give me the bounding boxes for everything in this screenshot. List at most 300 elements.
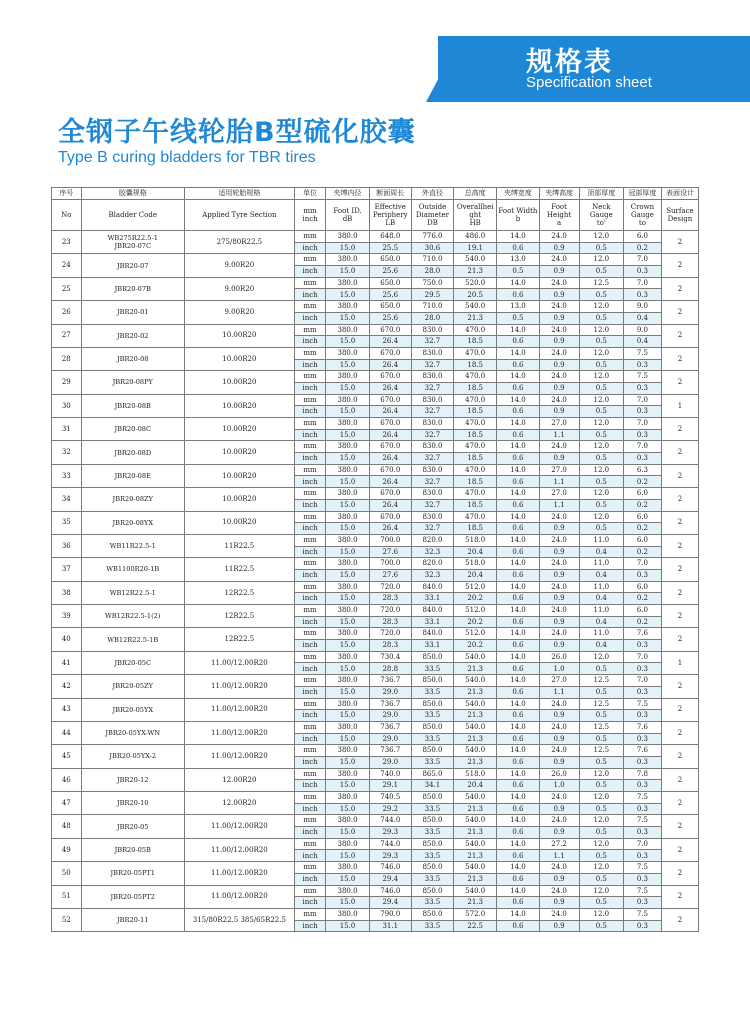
value-cell: 380.0 [326,792,369,804]
unit-cell: inch [294,827,326,839]
value-cell: 15.0 [326,336,369,348]
unit-cell: mm [294,698,326,710]
value-cell: 14.0 [497,675,539,687]
value-cell: 29.1 [369,780,411,792]
value-cell: 33.5 [411,686,453,698]
bladder-code: JBR20-05C [81,651,184,674]
unit-cell: inch [294,429,326,441]
table-row-mm [52,324,699,336]
unit-cell: mm [294,511,326,523]
value-cell: 0.9 [539,569,579,581]
value-cell: 0.3 [623,920,661,932]
surface-design: 2 [661,418,698,441]
surface-design: 2 [661,605,698,628]
value-cell: 15.0 [326,593,369,605]
unit-cell: mm [294,231,326,243]
header-title-en: Specification sheet [526,74,652,91]
applied-tyre: 9.00R20 [184,301,294,324]
applied-tyre: 11.00/12.00R20 [184,815,294,838]
value-cell: 380.0 [326,301,369,313]
value-cell: 736.7 [369,721,411,733]
value-cell: 14.0 [497,745,539,757]
table-row-mm [52,628,699,640]
value-cell: 14.0 [497,792,539,804]
table-row-mm [52,277,699,289]
applied-tyre: 11.00/12.00R20 [184,651,294,674]
value-cell: 0.2 [623,499,661,511]
applied-tyre: 9.00R20 [184,277,294,300]
value-cell: 650.0 [369,277,411,289]
row-number: 34 [52,488,82,511]
spec-table-wrapper [51,187,699,932]
unit-cell: mm [294,745,326,757]
surface-design: 2 [661,558,698,581]
unit-cell: mm [294,464,326,476]
value-cell: 7.0 [623,838,661,850]
value-cell: 648.0 [369,231,411,243]
surface-design: 2 [661,464,698,487]
value-cell: 20.2 [454,593,497,605]
surface-design: 1 [661,651,698,674]
value-cell: 380.0 [326,908,369,920]
value-cell: 14.0 [497,908,539,920]
value-cell: 0.2 [623,546,661,558]
unit-cell: inch [294,803,326,815]
value-cell: 740.0 [369,768,411,780]
value-cell: 380.0 [326,721,369,733]
value-cell: 24.0 [539,605,579,617]
value-cell: 15.0 [326,920,369,932]
column-header-en: Applied Tyre Section [184,200,294,231]
unit-cell: mm [294,815,326,827]
value-cell: 0.3 [623,873,661,885]
value-cell: 27.0 [539,464,579,476]
applied-tyre: 11R22.5 [184,558,294,581]
table-row-mm [52,675,699,687]
row-number: 42 [52,675,82,698]
value-cell: 380.0 [326,441,369,453]
column-header-cn: 冠部厚度 [623,188,661,200]
value-cell: 12.0 [579,464,623,476]
value-cell: 7.0 [623,558,661,570]
applied-tyre: 11R22.5 [184,534,294,557]
value-cell: 14.0 [497,394,539,406]
value-cell: 31.1 [369,920,411,932]
value-cell: 0.9 [539,289,579,301]
value-cell: 14.0 [497,277,539,289]
table-row-mm [52,441,699,453]
value-cell: 0.5 [579,499,623,511]
value-cell: 7.0 [623,675,661,687]
value-cell: 0.3 [623,850,661,862]
value-cell: 33.5 [411,827,453,839]
value-cell: 7.5 [623,371,661,383]
value-cell: 6.0 [623,534,661,546]
value-cell: 32.7 [411,499,453,511]
unit-cell: inch [294,359,326,371]
value-cell: 380.0 [326,511,369,523]
row-number: 40 [52,628,82,651]
applied-tyre: 12R22.5 [184,628,294,651]
value-cell: 0.5 [579,756,623,768]
value-cell: 25.6 [369,289,411,301]
column-header-cn: 外直径 [411,188,453,200]
value-cell: 830.0 [411,324,453,336]
value-cell: 14.0 [497,324,539,336]
value-cell: 670.0 [369,324,411,336]
table-row-mm [52,862,699,874]
value-cell: 0.9 [539,593,579,605]
table-row-mm [52,254,699,266]
value-cell: 0.6 [497,593,539,605]
value-cell: 12.5 [579,721,623,733]
unit-cell: inch [294,546,326,558]
applied-tyre: 12R22.5 [184,581,294,604]
value-cell: 29.0 [369,710,411,722]
value-cell: 29.5 [411,289,453,301]
value-cell: 540.0 [454,721,497,733]
value-cell: 18.5 [454,523,497,535]
value-cell: 32.7 [411,406,453,418]
surface-design: 2 [661,815,698,838]
value-cell: 12.5 [579,745,623,757]
table-body [52,231,699,932]
applied-tyre: 10.00R20 [184,371,294,394]
value-cell: 14.0 [497,605,539,617]
value-cell: 28.3 [369,593,411,605]
value-cell: 32.7 [411,453,453,465]
value-cell: 540.0 [454,745,497,757]
row-number: 31 [52,418,82,441]
value-cell: 0.9 [539,382,579,394]
unit-cell: mm [294,605,326,617]
value-cell: 15.0 [326,640,369,652]
value-cell: 33.1 [411,640,453,652]
unit-cell: mm [294,862,326,874]
value-cell: 720.0 [369,628,411,640]
value-cell: 14.0 [497,347,539,359]
value-cell: 380.0 [326,558,369,570]
column-header-cn: 夹缚内径 [326,188,369,200]
bladder-code: WB12R22.5-1(2) [81,605,184,628]
value-cell: 0.6 [497,359,539,371]
value-cell: 0.5 [579,406,623,418]
value-cell: 380.0 [326,371,369,383]
column-header-en: Foot ID. dB [326,200,369,231]
unit-cell: mm [294,277,326,289]
value-cell: 29.3 [369,850,411,862]
value-cell: 14.0 [497,231,539,243]
value-cell: 14.0 [497,838,539,850]
table-row-mm [52,792,699,804]
value-cell: 24.0 [539,862,579,874]
bladder-code: JBR20-05PT1 [81,862,184,885]
value-cell: 1.1 [539,499,579,511]
value-cell: 0.3 [623,780,661,792]
value-cell: 0.4 [579,616,623,628]
value-cell: 0.6 [497,803,539,815]
applied-tyre: 10.00R20 [184,464,294,487]
value-cell: 18.5 [454,382,497,394]
value-cell: 0.6 [497,546,539,558]
value-cell: 1.1 [539,850,579,862]
value-cell: 0.9 [539,756,579,768]
value-cell: 6.0 [623,511,661,523]
bladder-code: WB1100R20-1B [81,558,184,581]
value-cell: 12.0 [579,394,623,406]
value-cell: 24.0 [539,301,579,313]
value-cell: 380.0 [326,464,369,476]
value-cell: 12.0 [579,254,623,266]
value-cell: 0.6 [497,406,539,418]
applied-tyre: 10.00R20 [184,394,294,417]
applied-tyre: 11.00/12.00R20 [184,745,294,768]
value-cell: 21.3 [454,733,497,745]
value-cell: 0.4 [623,336,661,348]
spec-table [51,187,699,932]
value-cell: 28.0 [411,312,453,324]
value-cell: 850.0 [411,698,453,710]
value-cell: 0.5 [579,476,623,488]
column-header-en: Neck Gauge to' [579,200,623,231]
value-cell: 20.4 [454,546,497,558]
value-cell: 32.7 [411,382,453,394]
value-cell: 24.0 [539,277,579,289]
value-cell: 32.3 [411,546,453,558]
bladder-code: JBR20-05YX [81,698,184,721]
header-row-en [52,200,699,231]
table-row-mm [52,581,699,593]
value-cell: 33.5 [411,733,453,745]
unit-cell: inch [294,616,326,628]
table-row-mm [52,815,699,827]
header-stripes [0,0,440,110]
value-cell: 21.3 [454,663,497,675]
value-cell: 820.0 [411,534,453,546]
value-cell: 15.0 [326,382,369,394]
applied-tyre: 11.00/12.00R20 [184,885,294,908]
value-cell: 7.0 [623,418,661,430]
value-cell: 27.2 [539,838,579,850]
unit-cell: mm [294,628,326,640]
table-row-mm [52,908,699,920]
value-cell: 14.0 [497,721,539,733]
value-cell: 24.0 [539,511,579,523]
value-cell: 0.5 [579,710,623,722]
value-cell: 14.0 [497,558,539,570]
unit-cell: inch [294,382,326,394]
value-cell: 0.5 [579,453,623,465]
value-cell: 0.4 [579,569,623,581]
surface-design: 2 [661,721,698,744]
value-cell: 7.5 [623,885,661,897]
header-row-cn [52,188,699,200]
value-cell: 380.0 [326,885,369,897]
row-number: 32 [52,441,82,464]
surface-design: 2 [661,324,698,347]
value-cell: 670.0 [369,347,411,359]
value-cell: 0.9 [539,453,579,465]
value-cell: 820.0 [411,558,453,570]
value-cell: 670.0 [369,441,411,453]
value-cell: 14.0 [497,581,539,593]
value-cell: 12.0 [579,371,623,383]
row-number: 23 [52,231,82,254]
unit-cell: mm [294,441,326,453]
value-cell: 540.0 [454,698,497,710]
value-cell: 7.5 [623,698,661,710]
bladder-code: JBR20-05YX-2 [81,745,184,768]
value-cell: 0.9 [539,640,579,652]
value-cell: 24.0 [539,558,579,570]
value-cell: 25.6 [369,266,411,278]
surface-design: 2 [661,768,698,791]
value-cell: 15.0 [326,616,369,628]
value-cell: 0.3 [623,453,661,465]
value-cell: 0.3 [623,289,661,301]
value-cell: 29.0 [369,733,411,745]
value-cell: 15.0 [326,780,369,792]
value-cell: 21.3 [454,850,497,862]
value-cell: 12.0 [579,792,623,804]
row-number: 26 [52,301,82,324]
value-cell: 12.0 [579,815,623,827]
value-cell: 0.6 [497,920,539,932]
value-cell: 0.2 [623,476,661,488]
value-cell: 13.0 [497,254,539,266]
value-cell: 18.5 [454,336,497,348]
value-cell: 9.0 [623,301,661,313]
table-row-mm [52,488,699,500]
value-cell: 470.0 [454,394,497,406]
value-cell: 0.6 [497,686,539,698]
bladder-code: JBR20-02 [81,324,184,347]
value-cell: 380.0 [326,394,369,406]
value-cell: 720.0 [369,605,411,617]
value-cell: 15.0 [326,266,369,278]
applied-tyre: 10.00R20 [184,441,294,464]
value-cell: 0.6 [497,453,539,465]
value-cell: 0.5 [579,359,623,371]
value-cell: 0.5 [579,733,623,745]
value-cell: 830.0 [411,418,453,430]
value-cell: 15.0 [326,242,369,254]
value-cell: 20.4 [454,780,497,792]
value-cell: 26.4 [369,499,411,511]
value-cell: 0.9 [539,312,579,324]
bladder-code: JBR20-08B [81,394,184,417]
value-cell: 33.5 [411,663,453,675]
row-number: 41 [52,651,82,674]
value-cell: 21.3 [454,266,497,278]
value-cell: 14.0 [497,488,539,500]
value-cell: 20.4 [454,569,497,581]
unit-cell: mm [294,675,326,687]
value-cell: 18.5 [454,406,497,418]
value-cell: 380.0 [326,651,369,663]
column-header-en: Overallhei ght HB [454,200,497,231]
unit-cell: mm [294,581,326,593]
value-cell: 850.0 [411,862,453,874]
value-cell: 380.0 [326,675,369,687]
value-cell: 9.0 [623,324,661,336]
value-cell: 0.6 [497,569,539,581]
row-number: 51 [52,885,82,908]
value-cell: 6.0 [623,605,661,617]
applied-tyre: 10.00R20 [184,488,294,511]
value-cell: 0.5 [579,803,623,815]
value-cell: 26.0 [539,651,579,663]
value-cell: 0.6 [497,523,539,535]
unit-cell: inch [294,897,326,909]
value-cell: 850.0 [411,838,453,850]
value-cell: 12.0 [579,231,623,243]
bladder-code: JBR20-08PY [81,371,184,394]
value-cell: 14.0 [497,464,539,476]
value-cell: 0.6 [497,476,539,488]
value-cell: 28.0 [411,266,453,278]
value-cell: 670.0 [369,418,411,430]
value-cell: 15.0 [326,359,369,371]
value-cell: 22.5 [454,920,497,932]
value-cell: 33.5 [411,850,453,862]
value-cell: 380.0 [326,605,369,617]
value-cell: 776.0 [411,231,453,243]
value-cell: 540.0 [454,301,497,313]
value-cell: 12.0 [579,838,623,850]
surface-design: 2 [661,231,698,254]
table-row-mm [52,464,699,476]
value-cell: 14.0 [497,862,539,874]
value-cell: 33.1 [411,616,453,628]
value-cell: 12.0 [579,768,623,780]
value-cell: 7.5 [623,815,661,827]
applied-tyre: 9.00R20 [184,254,294,277]
unit-cell: inch [294,756,326,768]
value-cell: 0.4 [579,640,623,652]
value-cell: 0.9 [539,546,579,558]
value-cell: 0.3 [623,406,661,418]
surface-design: 2 [661,862,698,885]
value-cell: 14.0 [497,441,539,453]
value-cell: 0.6 [497,827,539,839]
value-cell: 486.0 [454,231,497,243]
header-title-cn: 规格表 [526,47,613,78]
value-cell: 720.0 [369,581,411,593]
value-cell: 24.0 [539,371,579,383]
value-cell: 518.0 [454,534,497,546]
bladder-code: WB12R22.5-1 [81,581,184,604]
value-cell: 7.5 [623,347,661,359]
value-cell: 29.4 [369,897,411,909]
value-cell: 736.7 [369,745,411,757]
value-cell: 470.0 [454,347,497,359]
column-header-cn: 夹缚高度 [539,188,579,200]
value-cell: 850.0 [411,745,453,757]
value-cell: 0.5 [579,523,623,535]
value-cell: 0.3 [623,569,661,581]
table-row-mm [52,371,699,383]
value-cell: 29.3 [369,827,411,839]
value-cell: 0.5 [579,382,623,394]
value-cell: 24.0 [539,534,579,546]
table-row-mm [52,698,699,710]
applied-tyre: 11.00/12.00R20 [184,862,294,885]
value-cell: 21.3 [454,312,497,324]
value-cell: 14.0 [497,371,539,383]
value-cell: 15.0 [326,756,369,768]
surface-design: 2 [661,908,698,931]
